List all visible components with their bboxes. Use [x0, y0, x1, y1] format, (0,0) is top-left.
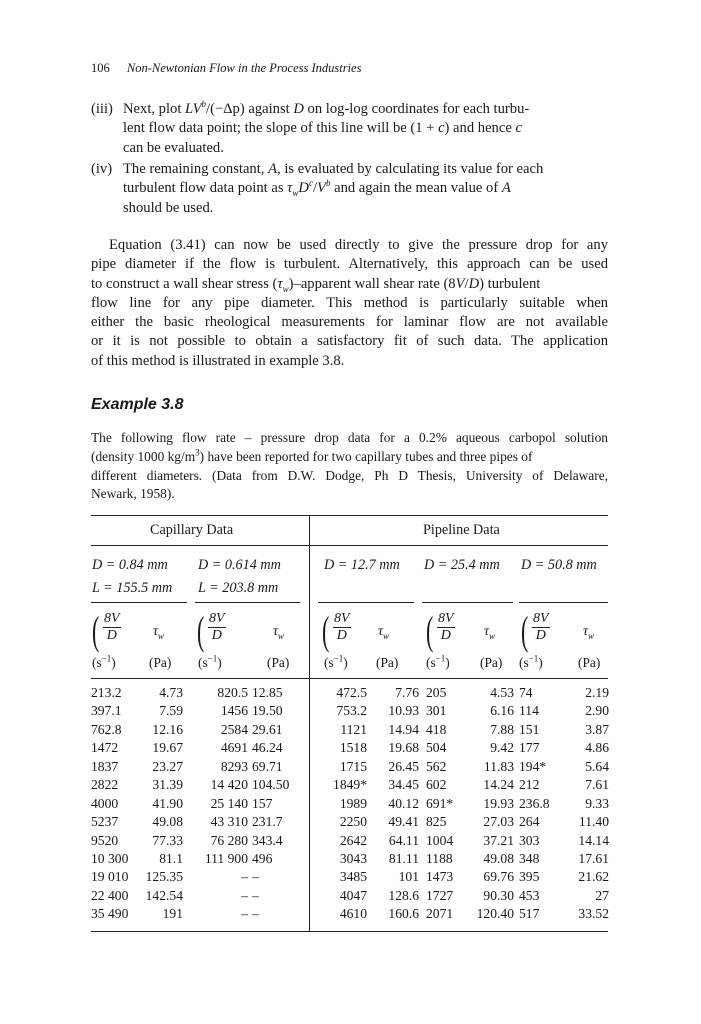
table-cell: 160.6: [388, 906, 419, 922]
table-cell: 236.8: [519, 795, 550, 811]
table-cell: 418: [426, 721, 447, 737]
table-cell: –: [241, 869, 248, 885]
table-cell: –: [241, 887, 248, 903]
table-cell: 1989: [339, 795, 367, 811]
table-cell: 111 900: [204, 850, 248, 866]
table-cell: 1849*: [333, 777, 367, 793]
table-cell: 5237: [91, 814, 119, 830]
table-cell: 343.4: [252, 832, 283, 848]
table-cell: 64.11: [388, 832, 419, 848]
table-cell: –: [252, 906, 259, 922]
table-cell: 19.50: [252, 703, 283, 719]
table-cell: 33.52: [578, 906, 609, 922]
table-cell: 9.33: [585, 795, 609, 811]
table-cell: –: [252, 887, 259, 903]
table-cell: 46.24: [252, 740, 283, 756]
table-cell: 12.16: [152, 721, 183, 737]
table-cell: 1727: [426, 887, 454, 903]
table-cell: 49.08: [483, 850, 514, 866]
table-cell: 11.83: [483, 758, 514, 774]
table-bottom-rule: [91, 931, 608, 932]
table-cell: 19.68: [388, 740, 419, 756]
dim-l1: L = 155.5 mm: [92, 580, 173, 596]
table-cell: 194*: [519, 758, 547, 774]
table-cell: 9.42: [490, 740, 514, 756]
table-cell: 120.40: [476, 906, 514, 922]
table-cell: 27: [595, 887, 609, 903]
dim-d2: D = 0.614 mm: [198, 557, 281, 573]
dim-d4: D = 25.4 mm: [424, 557, 500, 573]
group-capillary: Capillary Data: [150, 522, 234, 538]
dim-d1: D = 0.84 mm: [92, 557, 168, 573]
table-cell: 303: [519, 832, 540, 848]
step-iii: (iii) Next, plot $LV^b/(-\Delta p)$ against D on log-log coordinates for each turbu- lent flow data point; the slope of this line will be (1 + c) and hence c can be evaluated.: [91, 99, 530, 156]
table-cell: 504: [426, 740, 447, 756]
table-cell: 205: [426, 685, 447, 700]
table-cell: 2584: [220, 721, 248, 737]
table-cell: 74: [519, 685, 533, 700]
table-cell: 34.45: [388, 777, 419, 793]
table-cell: 7.88: [490, 721, 514, 737]
table-cell: 14.24: [483, 777, 514, 793]
table-cell: 27.03: [483, 814, 514, 830]
column-stress-d254: [462, 684, 514, 924]
table-cell: 472.5: [336, 685, 367, 700]
table-cell: 191: [162, 906, 183, 922]
table-cell: 1715: [339, 758, 367, 774]
table-cell: 2071: [426, 906, 454, 922]
example-caption: The following flow rate – pressure drop data for a 0.2% aqueous carbopol solution (density 1000 $kg/m^3$) have been reported for two capillary tubes and three pipes of different diameters. (Data from D.W. Dodge, Ph D Thesis, University of Delaware, Newark, 1958).: [91, 430, 608, 502]
table-cell: 2.19: [585, 685, 609, 700]
table-cell: 301: [426, 703, 447, 719]
table-cell: 264: [519, 814, 540, 830]
table-divider: [309, 515, 310, 932]
column-rate-d508: [519, 684, 559, 924]
table-cell: 19.67: [152, 740, 183, 756]
table-cell: 90.30: [483, 887, 514, 903]
table-cell: 2822: [91, 777, 119, 793]
table-cell: 104.50: [252, 777, 290, 793]
table-cell: 1473: [426, 869, 454, 885]
table-cell: 125.35: [145, 869, 183, 885]
table-cell: 69.76: [483, 869, 514, 885]
table-cell: 4.86: [585, 740, 609, 756]
table-cell: 81.11: [388, 850, 419, 866]
table-cell: 49.08: [152, 814, 183, 830]
table-cell: 562: [426, 758, 447, 774]
table-cell: 7.59: [159, 703, 183, 719]
step-iv: (iv) The remaining constant, A, is evaluated by calculating its value for each turbulent flow data point as $\tau_wD^c/V^b$ and again the mean value of A should be used.: [91, 161, 544, 216]
table-cell: 453: [519, 887, 540, 903]
table-cell: 14.14: [578, 832, 609, 848]
dim-d3: D = 12.7 mm: [324, 557, 400, 573]
table-cell: 3485: [339, 869, 367, 885]
table-cell: 142.54: [145, 887, 183, 903]
table-cell: 76 280: [210, 832, 248, 848]
table-cell: 1121: [340, 721, 367, 737]
sub-rule: [195, 602, 300, 603]
table-cell: 3.87: [585, 721, 609, 737]
sub-rule: [519, 602, 608, 603]
column-rate-d254: [426, 684, 466, 924]
column-stress-d0614: [252, 684, 302, 924]
table-cell: 212: [519, 777, 540, 793]
table-cell: 4.73: [159, 685, 183, 700]
table-cell: 1472: [91, 740, 119, 756]
column-stress-d508: [557, 684, 609, 924]
table-cell: –: [241, 906, 248, 922]
table-cell: 753.2: [336, 703, 367, 719]
dim-d5: D = 50.8 mm: [521, 557, 597, 573]
table-cell: 40.12: [388, 795, 419, 811]
table-top-rule: [91, 515, 608, 516]
table-cell: 3043: [339, 850, 367, 866]
group-pipeline: Pipeline Data: [423, 522, 500, 538]
table-cell: 820.5: [217, 685, 248, 700]
table-cell: 4047: [339, 887, 367, 903]
table-cell: 602: [426, 777, 447, 793]
table-cell: –: [252, 869, 259, 885]
running-title: Non-Newtonian Flow in the Process Industries: [126, 61, 362, 75]
group-rule: [91, 545, 608, 546]
table-cell: 7.76: [395, 685, 419, 700]
table-cell: 151: [519, 721, 540, 737]
table-cell: 14 420: [210, 777, 248, 793]
table-cell: 9520: [91, 832, 119, 848]
table-cell: 25 140: [210, 795, 248, 811]
table-cell: 1004: [426, 832, 454, 848]
table-cell: 2250: [339, 814, 367, 830]
table-cell: 21.62: [578, 869, 609, 885]
table-cell: 4691: [220, 740, 248, 756]
column-rate-d0614: [196, 684, 248, 924]
sub-rule: [318, 602, 414, 603]
table-cell: 1456: [220, 703, 248, 719]
table-cell: 41.90: [152, 795, 183, 811]
table-cell: 19 010: [91, 869, 129, 885]
table-cell: 19.93: [483, 795, 514, 811]
sub-rule: [91, 602, 187, 603]
table-cell: 10 300: [91, 850, 129, 866]
step-label: (iii): [91, 101, 113, 117]
table-cell: 1188: [426, 850, 453, 866]
table-cell: 12.85: [252, 685, 283, 700]
table-cell: 4.53: [490, 685, 514, 700]
table-cell: 177: [519, 740, 540, 756]
table-cell: 157: [252, 795, 273, 811]
table-cell: 496: [252, 850, 273, 866]
table-cell: 81.1: [159, 850, 183, 866]
table-cell: 114: [519, 703, 539, 719]
page-number: 106: [91, 61, 110, 75]
table-cell: 101: [398, 869, 419, 885]
table-cell: 35 490: [91, 906, 129, 922]
table-cell: 17.61: [578, 850, 609, 866]
table-cell: 29.61: [252, 721, 283, 737]
table-cell: 14.94: [388, 721, 419, 737]
table-cell: 128.6: [388, 887, 419, 903]
example-title: Example 3.8: [91, 396, 184, 413]
dim-l2: L = 203.8 mm: [198, 580, 279, 596]
table-cell: 2.90: [585, 703, 609, 719]
table-cell: 1518: [339, 740, 367, 756]
table-cell: 69.71: [252, 758, 283, 774]
table-cell: 23.27: [152, 758, 183, 774]
sub-rule: [422, 602, 513, 603]
table-cell: 397.1: [91, 703, 122, 719]
table-cell: 517: [519, 906, 540, 922]
table-cell: 10.93: [388, 703, 419, 719]
column-stress-d127: [367, 684, 419, 924]
table-cell: 4000: [91, 795, 119, 811]
table-cell: 26.45: [388, 758, 419, 774]
table-cell: 43 310: [210, 814, 248, 830]
table-cell: 4610: [339, 906, 367, 922]
table-cell: 6.16: [490, 703, 514, 719]
table-cell: 762.8: [91, 721, 122, 737]
running-header: [91, 61, 361, 76]
table-cell: 31.39: [152, 777, 183, 793]
table-cell: 213.2: [91, 685, 122, 700]
column-rate-d127: [315, 684, 367, 924]
column-stress-d084: [133, 684, 183, 924]
step-label: (iv): [91, 161, 113, 177]
body-paragraph: Equation (3.41) can now be used directly to give the pressure drop for any pipe diameter if the flow is turbulent. Alternatively, this approach can be used to construct a wall shear stress $(\tau_w)$–apparent wall shear rate (8V/D) turbulent flow line for any pipe diameter. This method is particularly suitable when either the basic rheological measurements for laminar flow are not available or it is not possible to obtain a satisfactory fit of such data. The application of this method is illustrated in example 3.8.: [91, 237, 608, 369]
table-cell: 22 400: [91, 887, 129, 903]
table-cell: 11.40: [578, 814, 609, 830]
table-cell: 7.61: [585, 777, 609, 793]
table-cell: 691*: [426, 795, 454, 811]
table-cell: 1837: [91, 758, 119, 774]
header-bottom-rule: [91, 678, 608, 679]
table-cell: 37.21: [483, 832, 514, 848]
table-cell: 348: [519, 850, 540, 866]
table-cell: 395: [519, 869, 540, 885]
table-cell: 5.64: [585, 758, 609, 774]
table-cell: 8293: [220, 758, 248, 774]
table-cell: 231.7: [252, 814, 283, 830]
table-cell: 2642: [339, 832, 367, 848]
table-cell: 77.33: [152, 832, 183, 848]
table-cell: 49.41: [388, 814, 419, 830]
table-cell: 825: [426, 814, 447, 830]
